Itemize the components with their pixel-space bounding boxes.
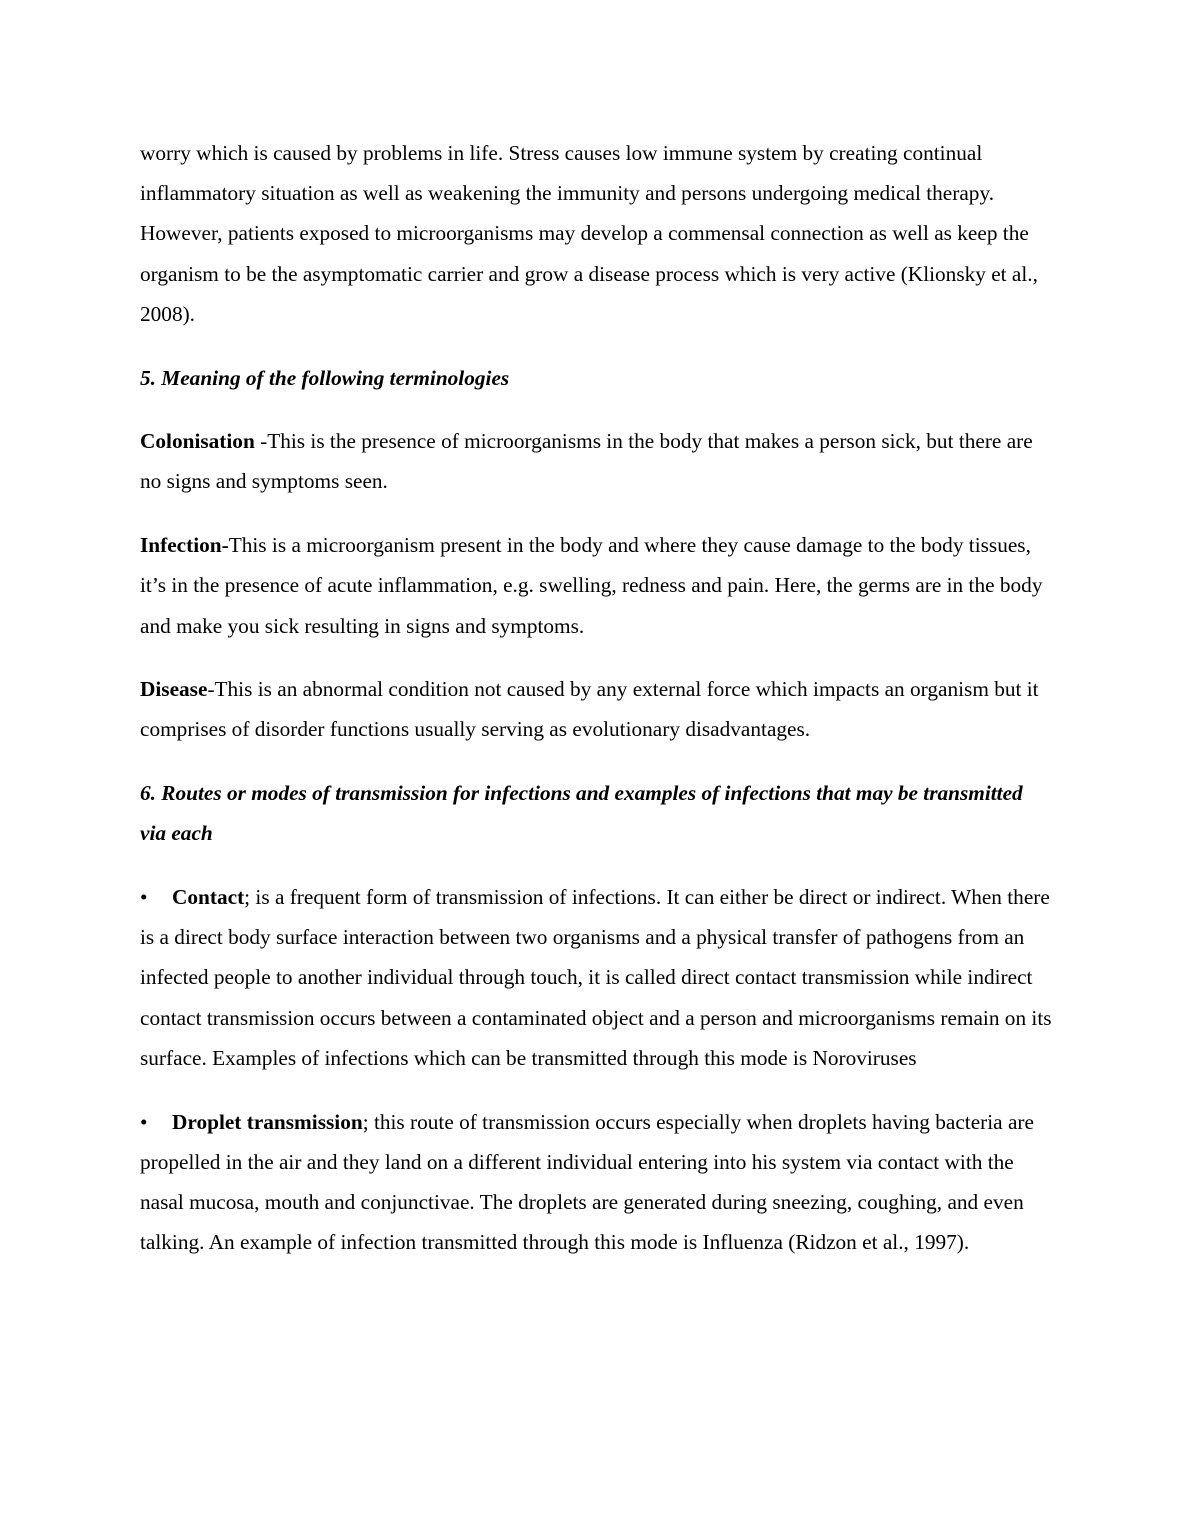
bullet-item-droplet [140,1102,1052,1263]
section-heading-6: 6. Routes or modes of transmission for infections and examples of infections that may be transmitted via each [140,781,1023,846]
section-heading-5: 5. Meaning of the following terminologies [140,365,510,390]
definition-disease [140,669,1052,749]
bullet-text: ; is a frequent form of transmission of infections. It can either be direct or indirect. When there is a direct body surface interaction between two organisms and a physical transfer of pathogens from an infected people to another individual through touch, it is called direct contact transmission while indirect contact transmission occurs between a contaminated object and a person and microorganisms remain on its surface. Examples of infections which can be transmitted through this mode is Noroviruses [140,885,1052,1070]
term-contact: Contact [172,885,245,910]
definition-infection [140,525,1052,646]
bullet-item-contact [140,877,1052,1078]
body-paragraph: worry which is caused by problems in life. Stress causes low immune system by creating continual inflammatory situation as well as weakening the immunity and persons undergoing medical therapy. However, patients exposed to microorganisms may develop a commensal connection as well as keep the organism to be the asymptomatic carrier and grow a disease process which is very active (Klionsky et al., 2008). [140,141,1038,326]
term-disease: Disease [140,677,208,702]
document-body [140,133,1052,1286]
term-droplet: Droplet transmission [172,1109,363,1134]
term-colonisation: Colonisation [140,429,255,454]
bullet-text: ; this route of transmission occurs especially when droplets having bacteria are propelled in the air and they land on a different individual entering into his system via contact with the nasal mucosa, mouth and conjunctivae. The droplets are generated during sneezing, coughing, and even talking. An example of infection transmitted through this mode is Influenza (Ridzon et al., 1997). [140,1109,1034,1255]
term-infection: Infection- [140,533,229,558]
bullet-icon: • [140,885,148,910]
definition-text: -This is the presence of microorganisms in the body that makes a person sick, but there are no signs and symptoms seen. [140,429,1033,494]
definition-text: -This is an abnormal condition not caused by any external force which impacts an organism but it comprises of disorder functions usually serving as evolutionary disadvantages. [140,677,1039,742]
bullet-icon: • [140,1109,148,1134]
definition-text: This is a microorganism present in the body and where they cause damage to the body tissues, it’s in the presence of acute inflammation, e.g. swelling, redness and pain. Here, the germs are in the body and make you sick resulting in signs and symptoms. [140,533,1043,638]
definition-colonisation [140,421,1052,501]
